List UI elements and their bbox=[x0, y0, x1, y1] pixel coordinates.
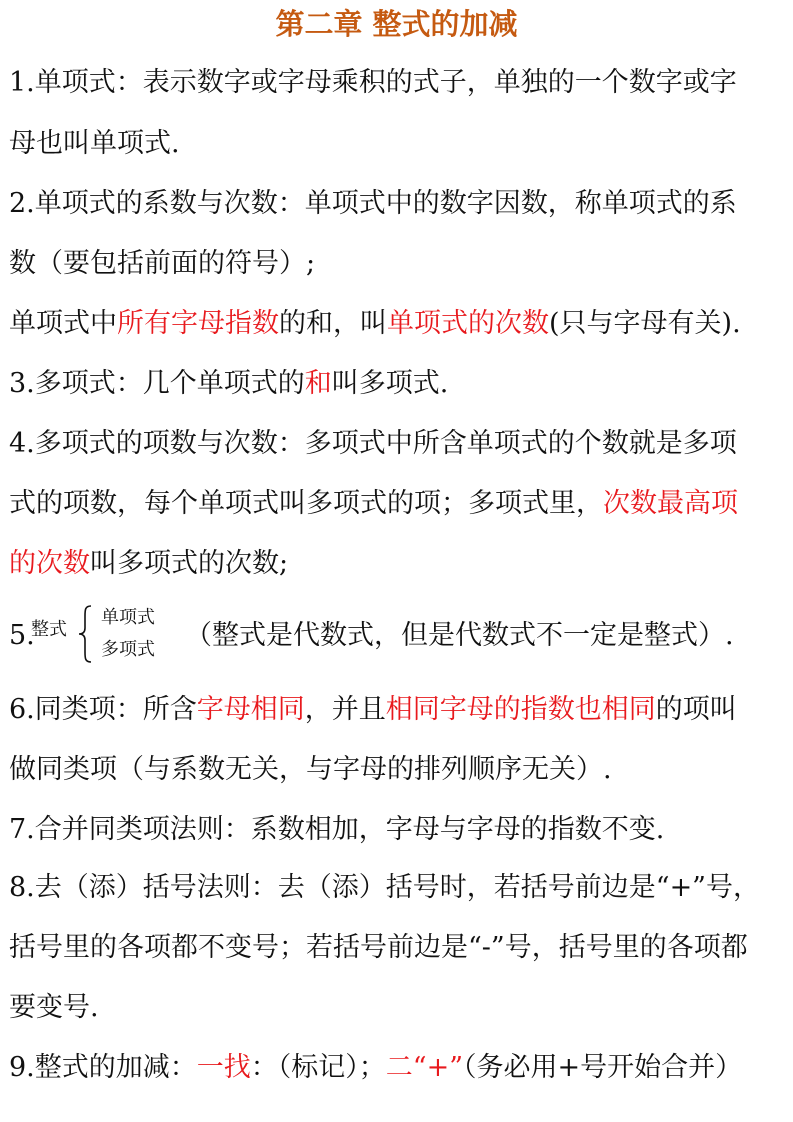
item-7-line-1: 7.合并同类项法则：系数相加，字母与字母的指数不变. bbox=[9, 814, 665, 845]
highlight-step-two: 二“+” bbox=[385, 1052, 463, 1083]
item-3-line-1 bbox=[9, 364, 448, 404]
highlight-all-letter-exponents: 所有字母指数 bbox=[117, 308, 279, 339]
text-segment: 3.多项式：几个单项式的 bbox=[9, 368, 305, 399]
item-4-line-3 bbox=[9, 544, 288, 584]
text-segment: 式的项数，每个单项式叫多项式的项；多项式里， bbox=[9, 488, 603, 519]
item-5-classification bbox=[9, 604, 789, 664]
text-segment: （务必用+号开始合并） bbox=[463, 1052, 743, 1083]
highlight-monomial-degree: 单项式的次数 bbox=[387, 308, 549, 339]
brace-option-polynomial: 多项式 bbox=[101, 639, 155, 660]
text-segment: 6.同类项：所含 bbox=[9, 694, 197, 725]
item-1-line-1: 1.单项式：表示数字或字母乘积的式子，单独的一个数字或字 bbox=[9, 67, 737, 98]
item-4-line-2 bbox=[9, 484, 738, 524]
text-segment: ，并且 bbox=[304, 694, 386, 725]
highlight-sum: 和 bbox=[304, 368, 332, 399]
text-segment: (只与字母有关). bbox=[549, 308, 741, 339]
text-segment: 叫多项式的次数; bbox=[90, 548, 289, 579]
item-6-line-1 bbox=[9, 690, 737, 730]
highlight-same-letters: 字母相同 bbox=[196, 694, 305, 725]
highlight-degree: 的次数 bbox=[9, 548, 90, 579]
highlight-same-exponents: 相同字母的指数也相同 bbox=[385, 694, 656, 725]
text-segment: ：（标记）； bbox=[250, 1052, 386, 1083]
item-8-line-2: 括号里的各项都不变号；若括号前边是“-”号，括号里的各项都 bbox=[9, 932, 748, 963]
item-5-note: （整式是代数式，但是代数式不一定是整式）. bbox=[185, 620, 734, 651]
curly-brace-icon bbox=[75, 604, 95, 664]
item-6-line-2: 做同类项（与系数无关，与字母的排列顺序无关）. bbox=[9, 754, 612, 785]
item-5-number: 5. bbox=[9, 620, 35, 651]
text-segment: 的和，叫 bbox=[279, 308, 387, 339]
text-segment: 叫多项式. bbox=[331, 368, 449, 399]
page-title: 第二章 整式的加减 bbox=[275, 7, 518, 41]
integral-expression-label: 整式 bbox=[31, 619, 67, 640]
brace-option-monomial: 单项式 bbox=[101, 607, 155, 628]
item-8-line-1: 8.去（添）括号法则：去（添）括号时，若括号前边是“+”号， bbox=[9, 872, 760, 903]
item-8-line-3: 要变号. bbox=[9, 992, 99, 1023]
item-1-line-2: 母也叫单项式. bbox=[9, 128, 180, 159]
text-segment: 9.整式的加减： bbox=[9, 1052, 197, 1083]
item-2-line-2: 数（要包括前面的符号）; bbox=[9, 248, 316, 279]
text-segment: 的项叫 bbox=[655, 694, 737, 725]
text-segment: 单项式中 bbox=[9, 308, 117, 339]
item-2-line-3 bbox=[9, 304, 741, 344]
item-2-line-1: 2.单项式的系数与次数：单项式中的数字因数，称单项式的系 bbox=[9, 188, 737, 219]
item-4-line-1: 4.多项式的项数与次数：多项式中所含单项式的个数就是多项 bbox=[9, 428, 737, 459]
item-9-line-1 bbox=[9, 1048, 742, 1088]
highlight-step-one: 一找 bbox=[196, 1052, 251, 1083]
highlight-highest-degree-term: 次数最高项 bbox=[603, 488, 738, 519]
